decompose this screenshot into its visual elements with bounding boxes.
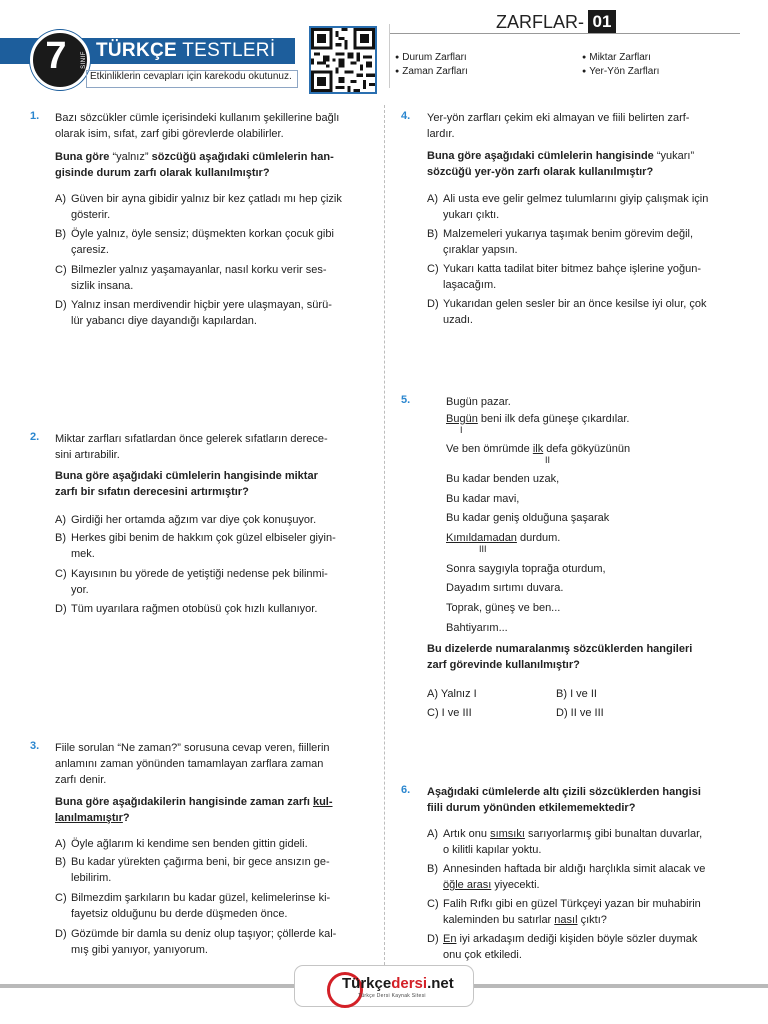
option-label: A) xyxy=(427,193,438,205)
question-4-stem xyxy=(427,110,742,142)
option-5c[interactable] xyxy=(427,705,472,721)
option-1c[interactable] xyxy=(55,262,370,294)
option-text: I ve III xyxy=(441,707,472,719)
option-label: B) xyxy=(55,228,66,240)
question-2-prompt xyxy=(55,468,370,500)
question-3-prompt xyxy=(55,794,370,826)
poem-text: defa gökyüzünün xyxy=(543,443,631,455)
option-line: Kayısının bu yörede de yetiştiği nedense pek bilinmi- xyxy=(71,568,328,580)
question-number-2: 2. xyxy=(30,431,40,443)
poem-line: Bu kadar geniş olduğuna şaşarak xyxy=(446,512,610,524)
prompt-line: Bu dizelerde numaralanmış sözcüklerden hangileri xyxy=(427,643,693,655)
option-label: A) xyxy=(55,193,66,205)
prompt-line: Aşağıdaki cümlelerde altı çizili sözcüklerden hangisi xyxy=(427,786,701,798)
option-4a[interactable] xyxy=(427,191,742,223)
option-line: Öyle yalnız, öyle sensiz; düşmekten korkan çocuk gibi xyxy=(71,228,334,240)
stem-line: Bazı sözcükler cümle içerisindeki kullanım şekillerine bağlı xyxy=(55,112,340,124)
column-divider xyxy=(384,105,385,970)
question-1-prompt xyxy=(55,149,370,181)
poem-line: Bahtiyarım... xyxy=(446,622,508,634)
option-label: C) xyxy=(55,264,67,276)
option-label: C) xyxy=(427,263,439,275)
option-line: Bilmezdim şarkıların bu kadar güzel, kelimelerinse ki- xyxy=(71,892,331,904)
prompt-line: zarfı bir sıfatın derecesini artırmıştır? xyxy=(55,486,249,498)
option-label: B) xyxy=(427,863,438,875)
option-label: D) xyxy=(55,299,67,311)
option-label: C) xyxy=(427,898,439,910)
poem-line xyxy=(446,411,629,427)
option-label: A) xyxy=(427,688,438,700)
option-line: Tüm uyarılara rağmen otobüsü çok hızlı kullanıyor. xyxy=(71,603,318,615)
poem-line: Toprak, güneş ve ben... xyxy=(446,602,561,614)
option-line: mek. xyxy=(71,548,95,560)
stem-line: lardır. xyxy=(427,128,455,140)
grade-badge xyxy=(30,30,90,90)
topic-title: ZARFLAR- xyxy=(496,12,585,32)
question-number-5: 5. xyxy=(401,394,411,406)
roman-numeral-2: II xyxy=(545,455,551,465)
option-line: laşacağım. xyxy=(443,279,497,291)
option-line: Malzemeleri yukarıya taşımak benim görevim değil, xyxy=(443,228,694,240)
topic-underline xyxy=(390,33,740,34)
poem-line: Dayadım sırtımı duvara. xyxy=(446,582,564,594)
brand-part: .net xyxy=(427,975,454,992)
option-1a[interactable] xyxy=(55,191,370,223)
option-label: B) xyxy=(55,532,66,544)
option-label: A) xyxy=(427,828,438,840)
option-label: D) xyxy=(427,933,439,945)
option-label: C) xyxy=(55,892,67,904)
poem-line: Bu kadar mavi, xyxy=(446,493,520,505)
option-line: Bilmezler yalnız yaşamayanlar, nasıl korku verir ses- xyxy=(71,264,327,276)
option-line: uzadı. xyxy=(443,314,473,326)
prompt-part: Buna göre xyxy=(55,151,113,163)
prompt-underlined: lanılmamıştır xyxy=(55,812,123,824)
footer-tagline: Türkçe Dersi Kaynak Sitesi xyxy=(358,993,426,999)
keyword-yer-yon: ● Yer-Yön Zarfları xyxy=(582,66,659,77)
option-line: gösterir. xyxy=(71,209,111,221)
prompt-part: Buna göre aşağıdakilerin hangisinde zaman zarfı xyxy=(55,796,313,808)
option-2b[interactable] xyxy=(55,530,370,562)
test-title xyxy=(96,40,275,62)
option-label: B) xyxy=(427,228,438,240)
poem-text: durdum. xyxy=(516,532,561,544)
stem-line: Fiile sorulan “Ne zaman?” sorusuna cevap veren, fiillerin xyxy=(55,742,330,754)
option-line: çaresiz. xyxy=(71,244,109,256)
option-label: B) xyxy=(55,856,66,868)
option-label: D) xyxy=(427,298,439,310)
option-1b[interactable] xyxy=(55,226,370,258)
prompt-line: fiili durum yönünden etkilememektedir? xyxy=(427,802,636,814)
stem-line: olarak isim, sıfat, zarf gibi görevlerde olabilirler. xyxy=(55,128,284,140)
option-line: onu çok etkiledi. xyxy=(443,949,522,961)
option-6b[interactable] xyxy=(427,861,742,893)
brand-part: dersi xyxy=(391,975,428,992)
poem-line: Bugün pazar. xyxy=(446,396,511,408)
underlined-word: sımsıkı xyxy=(490,828,525,840)
question-6-prompt xyxy=(427,784,742,816)
underlined-word: nasıl xyxy=(554,914,578,926)
keyword-miktar: ● Miktar Zarfları xyxy=(582,52,651,63)
prompt-part: gisinde durum zarfı olarak kullanılmıştır? xyxy=(55,167,270,179)
title-rest: TESTLERİ xyxy=(176,40,276,61)
option-line: Öyle ağlarım ki kendime sen benden gittin gideli. xyxy=(71,838,308,850)
option-line: Annesinden haftada bir aldığı harçlıkla simit alacak ve xyxy=(443,863,706,875)
poem-line: Sonra saygıyla toprağa oturdum, xyxy=(446,563,606,575)
option-text: yiyecekti. xyxy=(491,879,540,891)
option-5a[interactable] xyxy=(427,686,477,702)
question-4-prompt xyxy=(427,148,742,180)
option-3b[interactable] xyxy=(55,854,370,886)
option-line: Herkes gibi benim de hakkım çok güzel elbiseler giyin- xyxy=(71,532,336,544)
prompt-line: Buna göre aşağıdaki cümlelerin hangisinde miktar xyxy=(55,470,318,482)
option-6c[interactable] xyxy=(427,896,742,928)
option-4b[interactable] xyxy=(427,226,742,258)
option-label: A) xyxy=(55,514,66,526)
option-2d[interactable] xyxy=(55,601,370,617)
poem-text: beni ilk defa güneşe çıkardılar. xyxy=(477,413,630,425)
poem-text: Ve ben ömrümde xyxy=(446,443,533,455)
prompt-quoted-word: “yalnız” xyxy=(112,151,149,163)
option-text: Yalnız I xyxy=(440,688,477,700)
numbered-word-2: ilk xyxy=(532,443,544,455)
question-5-prompt xyxy=(427,641,742,673)
option-line: Güven bir ayna gibidir yalnız bir kez çatladı mı hep çizik xyxy=(71,193,342,205)
option-line: Bu kadar yürekten çağırma beni, bir gece ansızın ge- xyxy=(71,856,330,868)
option-text: iyi arkadaşım dediği kişiden böyle sözler duymak xyxy=(456,933,698,945)
option-line: Yalnız insan merdivendir hiçbir yere ulaşmayan, sürü- xyxy=(71,299,332,311)
option-label: D) xyxy=(55,928,67,940)
option-line: sizlik insana. xyxy=(71,280,134,292)
keyword-zaman: ● Zaman Zarfları xyxy=(395,66,468,77)
numbered-word-1: Bugün xyxy=(446,413,478,425)
option-4c[interactable] xyxy=(427,261,742,293)
option-label: D) xyxy=(556,707,568,719)
stem-line: sini artırabilir. xyxy=(55,449,120,461)
option-5b[interactable] xyxy=(556,686,597,702)
option-2a[interactable] xyxy=(55,512,370,528)
prompt-part: Buna göre aşağıdaki cümlelerin hangisinde xyxy=(427,150,657,162)
option-6a[interactable] xyxy=(427,826,742,858)
option-text: II ve III xyxy=(570,707,604,719)
option-text: kaleminden bu satırlar xyxy=(443,914,555,926)
question-number-1: 1. xyxy=(30,110,40,122)
numbered-word-3: Kımıldamadan xyxy=(446,532,517,544)
option-label: A) xyxy=(55,838,66,850)
underlined-word: En xyxy=(443,933,457,945)
option-line: Yukarı katta tadilat biter bitmez bahçe işlerine yoğun- xyxy=(443,263,702,275)
option-line: fayetsiz olduğunu bu derde düşmeden önce. xyxy=(71,908,288,920)
underlined-word: öğle arası xyxy=(443,879,492,891)
option-6d[interactable] xyxy=(427,931,742,963)
option-text: çıktı? xyxy=(577,914,607,926)
poem-line: Bu kadar benden uzak, xyxy=(446,473,560,485)
option-5d[interactable] xyxy=(556,705,604,721)
option-3c[interactable] xyxy=(55,890,370,922)
question-1-stem xyxy=(55,110,370,142)
roman-numeral-1: I xyxy=(460,425,463,435)
option-line: Girdiği her ortamda ağzım var diye çok konuşuyor. xyxy=(71,514,317,526)
keyword-durum: ● Durum Zarfları xyxy=(395,52,467,63)
option-line: yukarı çıktı. xyxy=(443,209,500,221)
question-number-6: 6. xyxy=(401,784,411,796)
stem-line: Yer-yön zarfları çekim eki almayan ve fiili belirten zarf- xyxy=(427,112,690,124)
roman-numeral-3: III xyxy=(479,544,487,554)
option-text: sarıyorlarmış gibi bunaltan duvarlar, xyxy=(524,828,703,840)
option-line: yor. xyxy=(71,584,89,596)
option-3d[interactable] xyxy=(55,926,370,958)
grade-number: 7 xyxy=(45,35,67,77)
stem-line: Miktar zarfları sıfatlardan önce gelerek sıfatların derece- xyxy=(55,433,328,445)
option-line: mış gibi yanıyor, yanıyorum. xyxy=(71,944,208,956)
topic-number: 01 xyxy=(588,10,616,34)
poem-line xyxy=(446,530,560,546)
qr-instruction: Etkinliklerin cevapları için karekodu okutunuz. xyxy=(90,71,292,82)
question-number-4: 4. xyxy=(401,110,411,122)
prompt-part: ? xyxy=(122,812,130,824)
stem-line: zarfı denir. xyxy=(55,774,107,786)
option-2c[interactable] xyxy=(55,566,370,598)
title-bold: TÜRKÇE xyxy=(96,40,177,61)
prompt-line: zarf görevinde kullanılmıştır? xyxy=(427,659,580,671)
stem-line: anlamını zaman yönünden tamamlayan zarflara zaman xyxy=(55,758,324,770)
option-line: çıraklar yapsın. xyxy=(443,244,518,256)
option-line: Ali usta eve gelir gelmez tulumlarını giyip çalışmak için xyxy=(443,193,709,205)
option-text: Artık onu xyxy=(443,828,491,840)
option-line: Gözümde bir damla su deniz olup taşıyor; çöllerde kal- xyxy=(71,928,337,940)
brand-part: Türkçe xyxy=(342,975,392,992)
option-line: lebilirim. xyxy=(71,872,112,884)
option-text: I ve II xyxy=(570,688,597,700)
option-4d[interactable] xyxy=(427,296,742,328)
option-line: Falih Rıfkı gibi en güzel Türkçeyi yazan bir muhabirin xyxy=(443,898,701,910)
prompt-quoted-word: “yukarı” xyxy=(656,150,695,162)
question-number-3: 3. xyxy=(30,740,40,752)
option-label: C) xyxy=(427,707,439,719)
poem-line xyxy=(446,441,630,457)
prompt-part: sözcüğü yer-yön zarfı olarak kullanılmıştır? xyxy=(427,166,654,178)
grade-label: SINIF xyxy=(80,51,87,69)
option-label: C) xyxy=(55,568,67,580)
option-line: Yukarıdan gelen sesler bir an önce kesilse iyi olur, çok xyxy=(443,298,707,310)
footer-brand[interactable] xyxy=(342,975,454,992)
option-3a[interactable] xyxy=(55,836,370,852)
option-line: o kilitli kapılar yoktu. xyxy=(443,844,542,856)
prompt-underlined: kul- xyxy=(312,796,333,808)
qr-code-icon[interactable] xyxy=(309,26,377,94)
question-2-stem xyxy=(55,431,370,463)
option-line: lür yabancı diye dayandığı kapılardan. xyxy=(71,315,257,327)
option-label: D) xyxy=(55,603,67,615)
prompt-part: sözcüğü aşağıdaki cümlelerin han- xyxy=(148,151,334,163)
option-1d[interactable] xyxy=(55,297,370,329)
option-label: B) xyxy=(556,688,567,700)
question-3-stem xyxy=(55,740,370,788)
